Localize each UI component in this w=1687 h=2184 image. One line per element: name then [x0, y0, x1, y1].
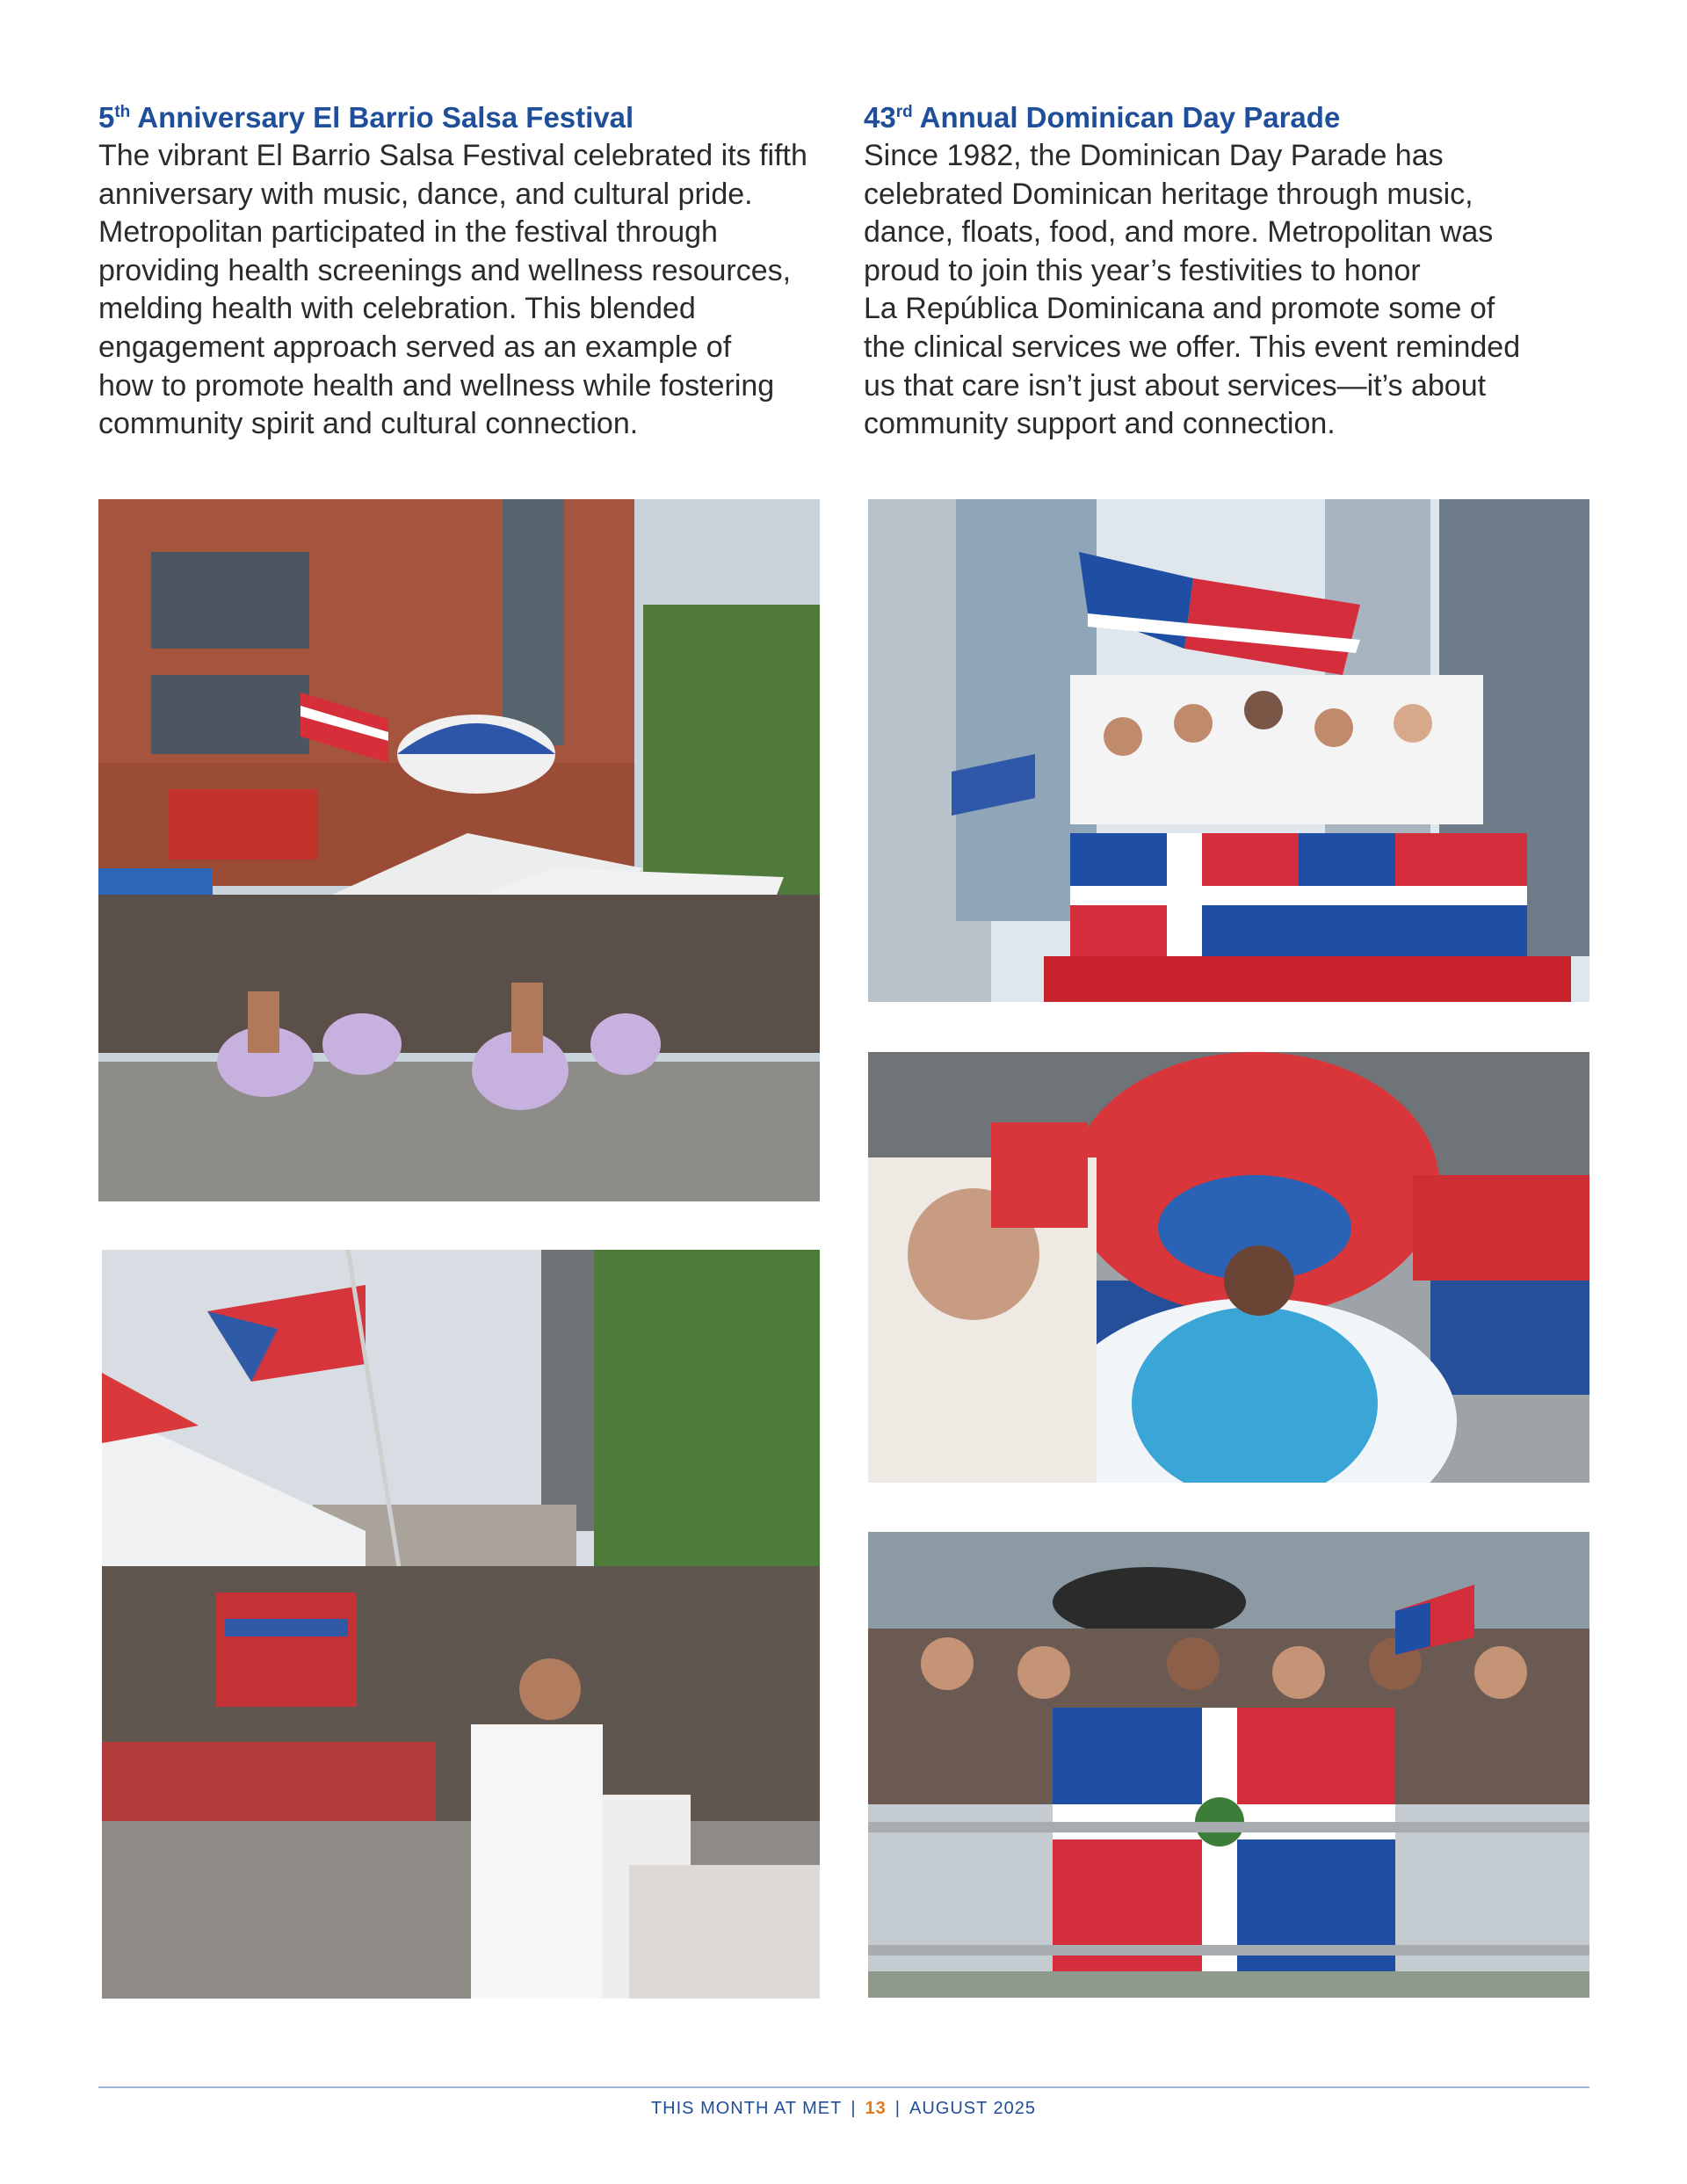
heading-title: Annual Dominican Day Parade: [912, 101, 1341, 134]
heading-ordinal: 43: [864, 101, 896, 134]
parade-costume-photo: [868, 1052, 1589, 1483]
page-number: 13: [865, 2099, 887, 2118]
body-line: Metropolitan participated in the festival through: [98, 215, 718, 250]
dominican-parade-article: [864, 98, 1584, 444]
salsa-dancers-photo: [98, 499, 820, 1201]
body-line: La República Dominicana and promote some of: [864, 292, 1495, 326]
issue-date: AUGUST 2025: [909, 2099, 1037, 2118]
body-line: the clinical services we offer. This event reminded: [864, 330, 1521, 364]
body-line: proud to join this year’s festivities to honor: [864, 253, 1421, 287]
body-line: how to promote health and wellness while fostering: [98, 368, 775, 403]
body-line: engagement approach served as an example of: [98, 330, 732, 364]
heading-ordinal-suffix: rd: [895, 103, 913, 121]
body-line: us that care isn’t just about services—it’s about: [864, 368, 1487, 403]
body-line: community spirit and cultural connection.: [98, 407, 639, 441]
body-line: community support and connection.: [864, 407, 1336, 441]
salsa-street-vendors-photo: [102, 1250, 820, 1999]
body-line: dance, floats, food, and more. Metropolitan was: [864, 215, 1494, 250]
salsa-festival-body: [98, 137, 819, 444]
dominican-parade-body: [864, 137, 1584, 444]
heading-title: Anniversary El Barrio Salsa Festival: [130, 101, 634, 134]
body-line: providing health screenings and wellness resources,: [98, 253, 792, 287]
body-line: melding health with celebration. This blended: [98, 292, 696, 326]
publication-name: THIS MONTH AT MET: [650, 2099, 843, 2118]
page-footer: [0, 2099, 1687, 2119]
salsa-festival-article: [98, 98, 819, 444]
parade-crowd-photo: [868, 1532, 1589, 1998]
dominican-parade-heading: [864, 98, 1584, 137]
footer-separator: |: [851, 2099, 857, 2118]
body-line: anniversary with music, dance, and cultural pride.: [98, 177, 753, 211]
body-line: celebrated Dominican heritage through music,: [864, 177, 1473, 211]
body-line: Since 1982, the Dominican Day Parade has: [864, 139, 1444, 172]
heading-ordinal: 5: [98, 101, 115, 134]
footer-divider: [98, 2086, 1589, 2088]
salsa-festival-heading: [98, 98, 819, 137]
body-line: The vibrant El Barrio Salsa Festival celebrated its fifth: [98, 139, 807, 172]
heading-ordinal-suffix: th: [114, 103, 131, 121]
footer-separator: |: [894, 2099, 901, 2118]
parade-float-photo: [868, 499, 1589, 1002]
